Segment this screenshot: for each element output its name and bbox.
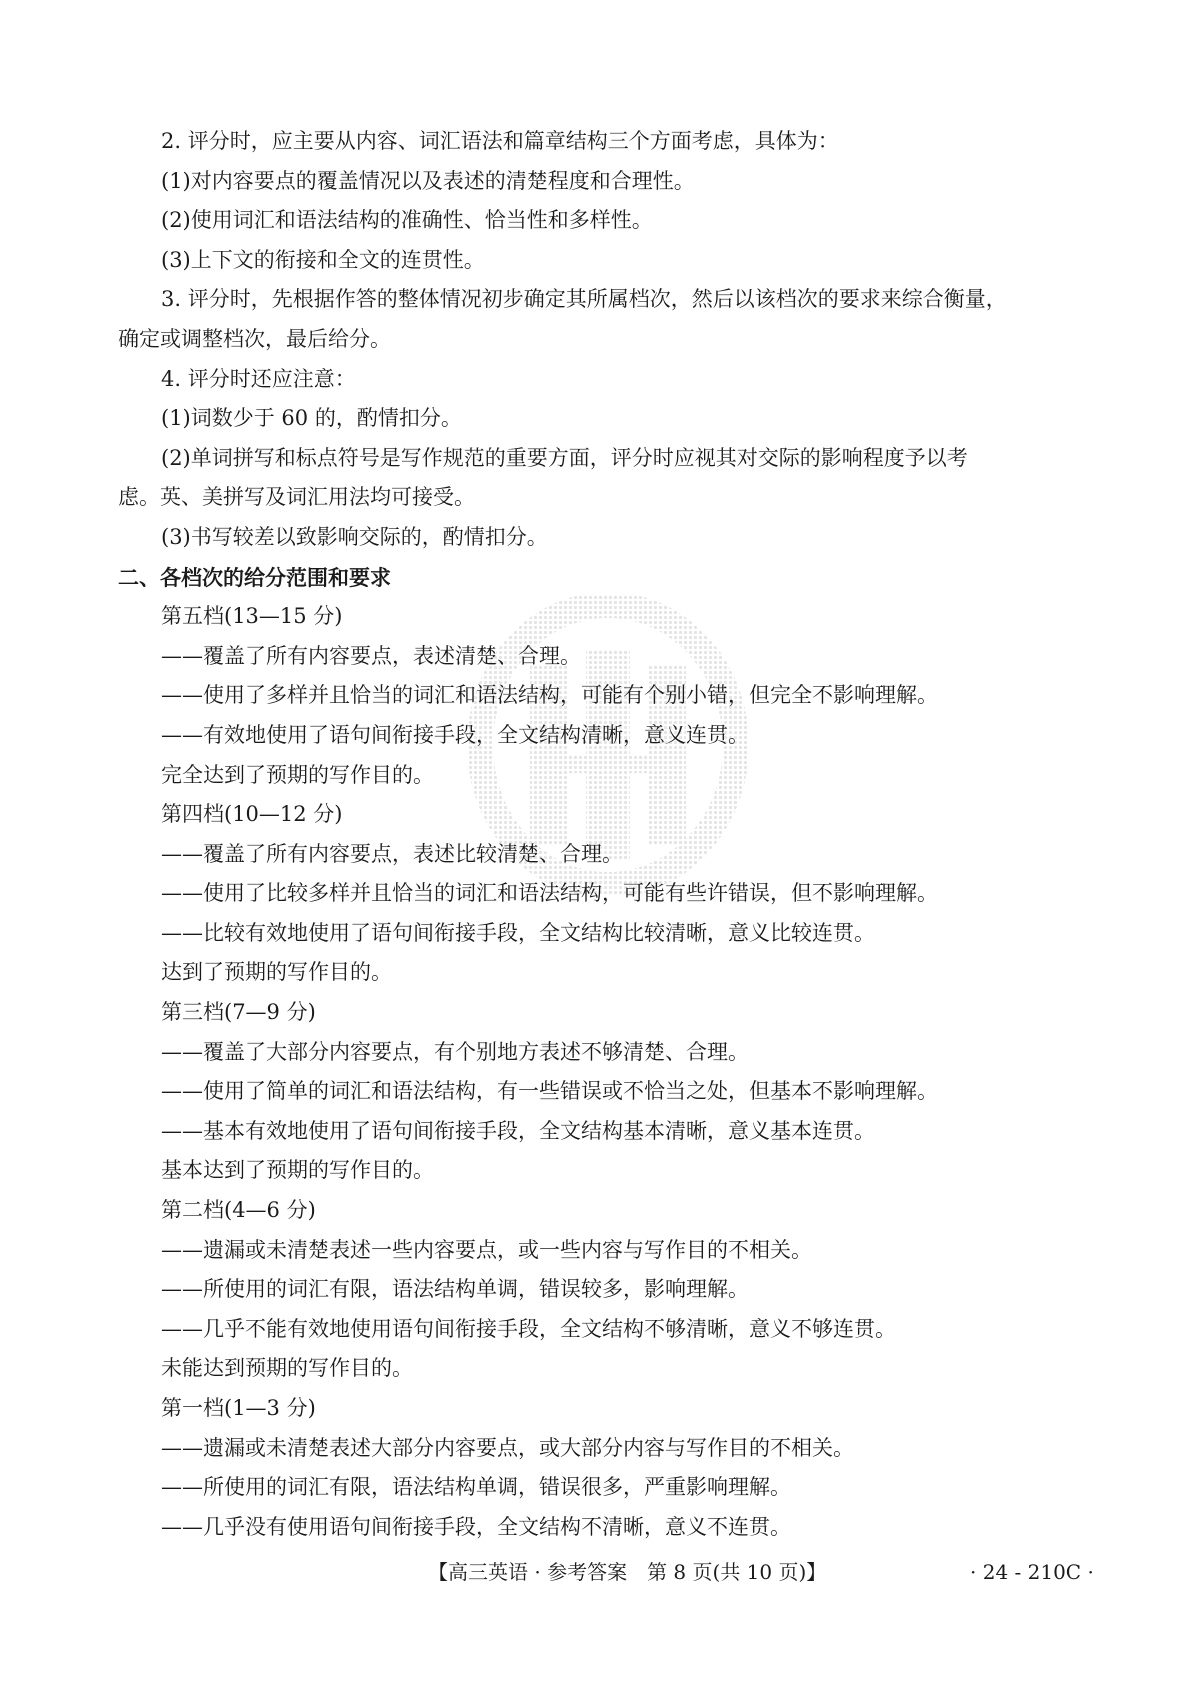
text-line: ——几乎不能有效地使用语句间衔接手段，全文结构不够清晰，意义不够连贯。 — [161, 1316, 896, 1341]
text-line: 3. 评分时，先根据作答的整体情况初步确定其所属档次，然后以该档次的要求来综合衡量， — [161, 287, 1007, 312]
text-line: ——遗漏或未清楚表述大部分内容要点，或大部分内容与写作目的不相关。 — [161, 1435, 854, 1460]
text-line: ——覆盖了所有内容要点，表述比较清楚、合理。 — [161, 841, 623, 866]
text-line: ——所使用的词汇有限，语法结构单调，错误较多，影响理解。 — [161, 1277, 749, 1302]
text-line: 确定或调整档次，最后给分。 — [118, 326, 391, 351]
text-line: ——覆盖了大部分内容要点，有个别地方表述不够清楚、合理。 — [161, 1039, 749, 1064]
text-line: (3)上下文的衔接和全文的连贯性。 — [161, 247, 485, 272]
text-line: ——使用了多样并且恰当的词汇和语法结构，可能有个别小错，但完全不影响理解。 — [161, 683, 938, 708]
text-line: 2. 评分时，应主要从内容、词汇语法和篇章结构三个方面考虑，具体为： — [161, 129, 839, 153]
text-line: ——所使用的词汇有限，语法结构单调，错误很多，严重影响理解。 — [161, 1475, 791, 1500]
text-line: ——遗漏或未清楚表述一些内容要点，或一些内容与写作目的不相关。 — [161, 1237, 812, 1262]
text-line: ——使用了简单的词汇和语法结构，有一些错误或不恰当之处，但基本不影响理解。 — [161, 1079, 938, 1104]
text-line: 未能达到预期的写作目的。 — [161, 1356, 413, 1381]
text-line: 4. 评分时还应注意： — [161, 366, 356, 391]
text-line: ——几乎没有使用语句间衔接手段，全文结构不清晰，意义不连贯。 — [161, 1514, 791, 1539]
text-line: (1)对内容要点的覆盖情况以及表述的清楚程度和合理性。 — [161, 168, 695, 193]
text-line: ——使用了比较多样并且恰当的词汇和语法结构，可能有些许错误，但不影响理解。 — [161, 881, 938, 906]
text-line: ——基本有效地使用了语句间衔接手段，全文结构基本清晰，意义基本连贯。 — [161, 1118, 875, 1143]
footer-doc-code: · 24 - 210C · — [970, 1560, 1094, 1584]
text-line: 第三档(7—9 分) — [161, 1000, 316, 1025]
text-line: 虑。英、美拼写及词汇用法均可接受。 — [118, 485, 475, 510]
text-line: 完全达到了预期的写作目的。 — [161, 762, 434, 787]
section-heading: 二、各档次的给分范围和要求 — [118, 564, 391, 590]
text-line: (3)书写较差以致影响交际的，酌情扣分。 — [161, 524, 548, 549]
text-line: (2)单词拼写和标点符号是写作规范的重要方面，评分时应视其对交际的影响程度予以考 — [161, 445, 968, 470]
text-line: 第四档(10—12 分) — [161, 802, 343, 827]
text-line: 第二档(4—6 分) — [161, 1198, 316, 1223]
text-line: ——有效地使用了语句间衔接手段，全文结构清晰，意义连贯。 — [161, 722, 749, 747]
text-line: 第一档(1—3 分) — [161, 1396, 316, 1420]
document-body — [118, 122, 1100, 1547]
text-line: 达到了预期的写作目的。 — [161, 960, 392, 985]
text-line: ——覆盖了所有内容要点，表述清楚、合理。 — [161, 643, 581, 668]
text-line: (2)使用词汇和语法结构的准确性、恰当性和多样性。 — [161, 208, 653, 233]
text-line: 基本达到了预期的写作目的。 — [161, 1158, 434, 1183]
text-line: ——比较有效地使用了语句间衔接手段，全文结构比较清晰，意义比较连贯。 — [161, 920, 875, 945]
text-line: 第五档(13—15 分) — [161, 604, 343, 629]
footer-page-info: 【高三英语 · 参考答案 第 8 页(共 10 页)】 — [428, 1560, 827, 1584]
text-line: (1)词数少于 60 的，酌情扣分。 — [161, 406, 462, 431]
